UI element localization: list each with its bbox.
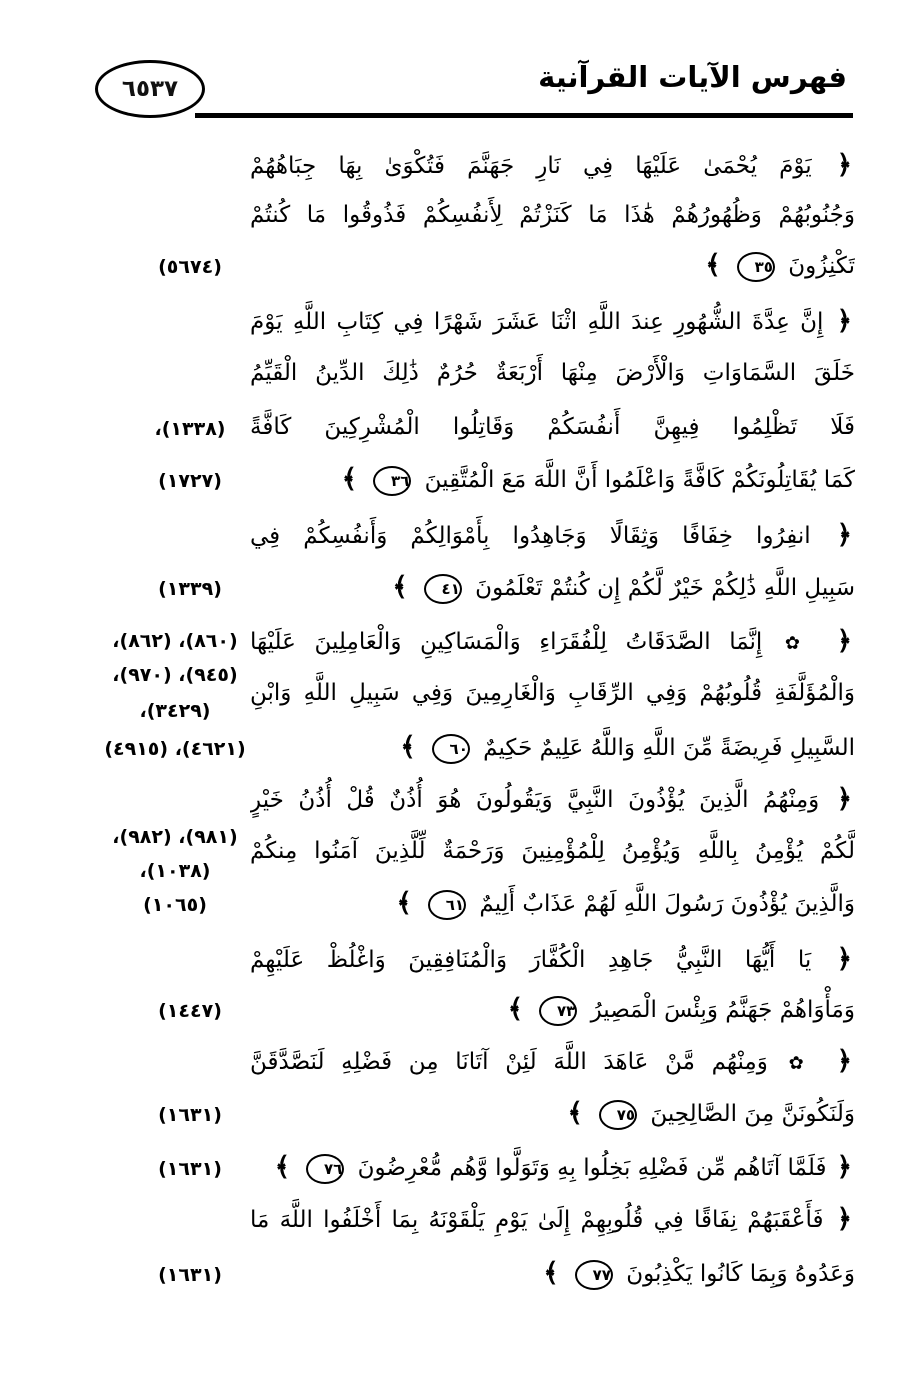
verse-line — [250, 1088, 855, 1138]
sajda-star-icon: ✿ — [784, 633, 812, 654]
ayah-number-marker: ٧٧ — [575, 1260, 613, 1290]
ayah-number-marker: ٤١ — [424, 574, 462, 604]
verse-text: فَلَمَّا آتَاهُم مِّن فَضْلِهِ بَخِلُوا بِهِ وَتَوَلَّوا وَّهُم مُّعْرِضُونَ — [357, 1155, 827, 1181]
verse-text: خَلَقَ السَّمَاوَاتِ وَالْأَرْضَ مِنْهَا أَرْبَعَةٌ حُرُمٌ ذَٰلِكَ الدِّينُ الْقَيِّمُ — [250, 360, 855, 386]
close-bracket-ornament: ﴾ — [567, 1098, 583, 1128]
ayah-number-marker: ٦١ — [428, 890, 466, 920]
verse-line — [250, 668, 855, 718]
verse-text: يَا أَيُّهَا النَّبِيُّ جَاهِدِ الْكُفَّارَ وَالْمُنَافِقِينَ وَاغْلُظْ عَلَيْهِمْ — [250, 947, 812, 973]
verse-line — [250, 240, 855, 290]
verse-text: إِنَّ عِدَّةَ الشُّهُورِ عِندَ اللَّهِ اثْنَا عَشَرَ شَهْرًا فِي كِتَابِ اللَّهِ يَوْمَ — [250, 309, 824, 335]
verse-line — [250, 454, 855, 504]
ayah-number-marker: ٦٠ — [432, 734, 470, 764]
verse-text: وَعَدُوهُ وَبِمَا كَانُوا يَكْذِبُونَ — [626, 1261, 855, 1287]
verse-line — [250, 878, 855, 928]
open-bracket-ornament: ﴿ — [836, 306, 853, 336]
hadith-reference: (١٣٣٨)، — [154, 418, 226, 440]
verse-line — [250, 722, 855, 772]
hadith-reference: (٩٨١)، (٩٨٢)، — [112, 826, 238, 848]
verse-line — [250, 510, 855, 560]
close-bracket-ornament: ﴾ — [392, 572, 408, 602]
verse-line — [250, 348, 855, 398]
hadith-reference: (٥٦٧٤) — [158, 256, 222, 278]
close-bracket-ornament: ﴾ — [400, 732, 416, 762]
hadith-reference: (١٦٣١) — [158, 1158, 222, 1180]
close-bracket-ornament: ﴾ — [274, 1152, 290, 1182]
ayah-number-marker: ٧٣ — [539, 996, 577, 1026]
verse-line — [250, 1194, 855, 1244]
sajda-star-icon: ✿ — [788, 1053, 814, 1074]
hadith-reference: (١٧٢٧) — [158, 470, 222, 492]
verse-line — [250, 826, 855, 876]
ayah-number-marker: ٣٥ — [737, 252, 775, 282]
verse-line — [250, 1036, 855, 1086]
open-bracket-ornament: ﴿ — [836, 520, 852, 550]
verse-text: فَأَعْقَبَهُمْ نِفَاقًا فِي قُلُوبِهِمْ إِلَىٰ يَوْمِ يَلْقَوْنَهُ بِمَا أَخْلَفُوا اللَّهَ مَا — [250, 1207, 824, 1233]
ayah-number-marker: ٣٦ — [373, 466, 411, 496]
open-bracket-ornament: ﴿ — [836, 626, 853, 656]
hadith-reference: (٣٤٢٩)، — [139, 700, 211, 722]
verse-text: وَالْمُؤَلَّفَةِ قُلُوبُهُمْ وَفِي الرِّقَابِ وَالْغَارِمِينَ وَفِي سَبِيلِ اللَّهِ وَابْنِ — [250, 680, 855, 706]
verse-text: انفِرُوا خِفَافًا وَثِقَالًا وَجَاهِدُوا بِأَمْوَالِكُمْ وَأَنفُسِكُمْ فِي — [250, 523, 811, 549]
open-bracket-ornament: ﴿ — [836, 944, 852, 974]
verse-text: كَمَا يُقَاتِلُونَكُمْ كَافَّةً وَاعْلَمُوا أَنَّ اللَّهَ مَعَ الْمُتَّقِينَ — [424, 467, 855, 493]
verse-text: وَالَّذِينَ يُؤْذُونَ رَسُولَ اللَّهِ لَهُمْ عَذَابٌ أَلِيمٌ — [479, 891, 855, 917]
verse-line — [250, 984, 855, 1034]
ayah-number-marker: ٧٦ — [306, 1154, 344, 1184]
verse-text: فَلَا تَظْلِمُوا فِيهِنَّ أَنفُسَكُمْ وَقَاتِلُوا الْمُشْرِكِينَ كَافَّةً — [250, 414, 855, 440]
verse-text: وَجُنُوبُهُمْ وَظُهُورُهُمْ هَٰذَا مَا كَنَزْتُمْ لِأَنفُسِكُمْ فَذُوقُوا مَا كُنتُمْ — [250, 202, 855, 228]
verse-line — [250, 140, 855, 190]
verse-text: إِنَّمَا الصَّدَقَاتُ لِلْفُقَرَاءِ وَالْمَسَاكِينِ وَالْعَامِلِينَ عَلَيْهَا — [250, 629, 763, 655]
verse-text: وَمِنْهُم مَّنْ عَاهَدَ اللَّهَ لَئِنْ آتَانَا مِن فَضْلِهِ لَنَصَّدَّقَنَّ — [250, 1049, 768, 1075]
verse-line — [250, 616, 855, 666]
verse-text: لَّكُمْ يُؤْمِنُ بِاللَّهِ وَيُؤْمِنُ لِلْمُؤْمِنِينَ وَرَحْمَةٌ لِّلَّذِينَ آمَنُوا مِنكُمْ — [250, 838, 855, 864]
page-number: ٦٥٣٧ — [95, 60, 205, 118]
hadith-reference: (١٠٦٥) — [143, 894, 207, 916]
verse-text: وَلَنَكُونَنَّ مِنَ الصَّالِحِينَ — [650, 1101, 855, 1127]
hadith-reference: (٤٦٢١)، (٤٩١٥) — [104, 738, 246, 760]
hadith-reference: (١٦٣١) — [158, 1264, 222, 1286]
verse-line — [250, 562, 855, 612]
verse-text: سَبِيلِ اللَّهِ ذَٰلِكُمْ خَيْرٌ لَّكُمْ إِن كُنتُمْ تَعْلَمُونَ — [475, 575, 855, 601]
page-title: فهرس الآيات القرآنية — [538, 60, 847, 94]
page-header — [95, 52, 853, 118]
verse-text: السَّبِيلِ فَرِيضَةً مِّنَ اللَّهِ وَاللَّهُ عَلِيمٌ حَكِيمٌ — [483, 735, 855, 761]
header-rule — [195, 113, 853, 118]
verse-line — [250, 1248, 855, 1298]
close-bracket-ornament: ﴾ — [705, 250, 721, 280]
verse-line — [250, 774, 855, 824]
hadith-reference: (١٣٣٩) — [158, 578, 222, 600]
verse-text: وَمَأْوَاهُمْ جَهَنَّمُ وَبِئْسَ الْمَصِيرُ — [590, 997, 855, 1023]
open-bracket-ornament: ﴿ — [836, 784, 853, 814]
verse-line — [250, 1142, 855, 1192]
open-bracket-ornament: ﴿ — [836, 1204, 852, 1234]
close-bracket-ornament: ﴾ — [507, 994, 523, 1024]
hadith-reference: (١٠٣٨)، — [139, 860, 211, 882]
hadith-reference: (٨٦٠)، (٨٦٢)، — [112, 630, 238, 652]
open-bracket-ornament: ﴿ — [836, 150, 853, 180]
verse-text: وَمِنْهُمُ الَّذِينَ يُؤْذُونَ النَّبِيَّ وَيَقُولُونَ هُوَ أُذُنٌ قُلْ أُذُنُ خَيْرٍ — [250, 787, 820, 813]
verse-line — [250, 402, 855, 452]
close-bracket-ornament: ﴾ — [341, 464, 357, 494]
verse-line — [250, 934, 855, 984]
ayah-number-marker: ٧٥ — [599, 1100, 637, 1130]
verse-text: تَكْنِزُونَ — [788, 253, 855, 279]
verse-text: يَوْمَ يُحْمَىٰ عَلَيْهَا فِي نَارِ جَهَنَّمَ فَتُكْوَىٰ بِهَا جِبَاهُهُمْ — [250, 153, 812, 179]
hadith-reference: (١٦٣١) — [158, 1104, 222, 1126]
verse-line — [250, 190, 855, 240]
hadith-reference: (١٤٤٧) — [158, 1000, 222, 1022]
hadith-reference: (٩٤٥)، (٩٧٠)، — [112, 664, 238, 686]
close-bracket-ornament: ﴾ — [396, 888, 412, 918]
verse-line — [250, 296, 855, 346]
open-bracket-ornament: ﴿ — [836, 1046, 853, 1076]
open-bracket-ornament: ﴿ — [836, 1152, 852, 1182]
close-bracket-ornament: ﴾ — [543, 1258, 559, 1288]
